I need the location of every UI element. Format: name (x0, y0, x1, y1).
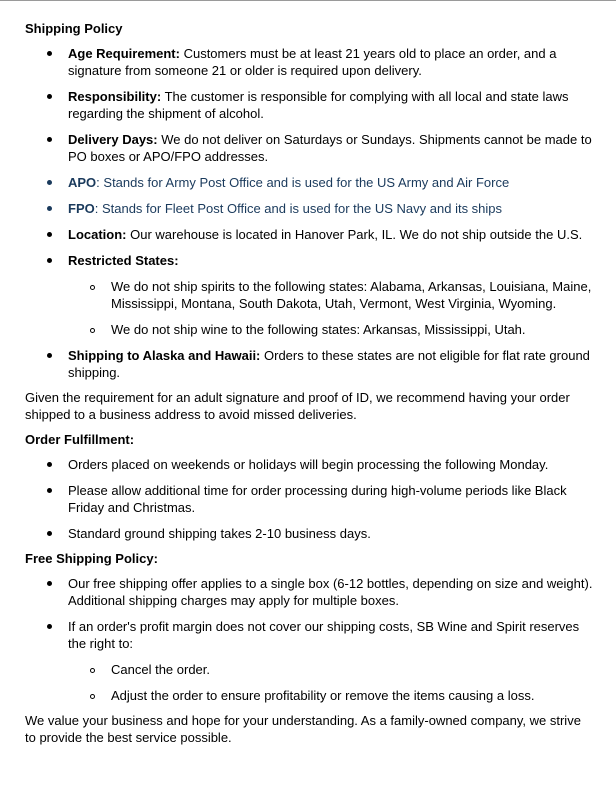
location-item (25, 226, 595, 243)
shipping-policy-heading: Shipping Policy (25, 21, 123, 36)
list-item: Please allow additional time for order processing during high-volume periods like Black Friday and Christmas. (25, 482, 595, 516)
delivery-days-item (25, 131, 595, 165)
top-divider (0, 0, 616, 1)
list-item-text: Customers must be at least 21 years old to place an order, and a signature from someone 21 or older is required upon delivery. (68, 46, 557, 78)
profit-margin-item (25, 618, 595, 704)
free-shipping-heading: Free Shipping Policy: (25, 551, 158, 566)
restricted-wine-item: We do not ship wine to the following states: Arkansas, Mississippi, Utah. (68, 321, 595, 338)
list-item-label: APO (68, 175, 97, 190)
alaska-hawaii-item (25, 347, 595, 381)
list-item-label: Age Requirement: (68, 46, 180, 61)
adult-signature-note: Given the requirement for an adult signature and proof of ID, we recommend having your order shipped to a business address to avoid missed deliveries. (25, 390, 570, 422)
list-item: Standard ground shipping takes 2-10 business days. (25, 525, 595, 542)
rights-sublist (68, 661, 595, 704)
fpo-item (25, 200, 595, 217)
list-item-text: We do not deliver on Saturdays or Sundays. Shipments cannot be made to PO boxes or APO/FPO addresses. (68, 132, 592, 164)
list-item-text: The customer is responsible for complying with all local and state laws regarding the shipment of alcohol. (68, 89, 569, 121)
list-item-label: Responsibility: (68, 89, 162, 104)
list-item-text: Orders to these states are not eligible for flat rate ground shipping. (68, 348, 590, 380)
shipping-policy-list (25, 45, 595, 381)
list-item-label: Shipping to Alaska and Hawaii: (68, 348, 261, 363)
restricted-spirits-item: We do not ship spirits to the following states: Alabama, Arkansas, Louisiana, Maine, Mississippi, Montana, South Dakota, Utah, Vermont, West Virginia, Wyoming. (68, 278, 595, 312)
order-fulfillment-list (25, 456, 595, 542)
list-item-label: Location: (68, 227, 127, 242)
policy-document (25, 20, 595, 754)
list-item-label: FPO (68, 201, 95, 216)
restricted-states-item (25, 252, 595, 338)
list-item-text: Our warehouse is located in Hanover Park, IL. We do not ship outside the U.S. (126, 227, 583, 242)
apo-item (25, 174, 595, 191)
list-item-label: Delivery Days: (68, 132, 158, 147)
list-item-text: : Stands for Fleet Post Office and is used for the US Navy and its ships (94, 201, 503, 216)
list-item-text: : Stands for Army Post Office and is used for the US Army and Air Force (96, 175, 510, 190)
order-fulfillment-heading: Order Fulfillment: (25, 432, 135, 447)
restricted-states-sublist (68, 278, 595, 338)
list-item-text: If an order's profit margin does not cover our shipping costs, SB Wine and Spirit reserves the right to: (68, 619, 580, 651)
free-shipping-list (25, 575, 595, 704)
cancel-order-item: Cancel the order. (68, 661, 595, 678)
adjust-order-item: Adjust the order to ensure profitability or remove the items causing a loss. (68, 687, 595, 704)
age-requirement-item (25, 45, 595, 79)
closing-paragraph: We value your business and hope for your understanding. As a family-owned company, we strive to provide the best service possible. (25, 713, 581, 745)
list-item: Our free shipping offer applies to a single box (6-12 bottles, depending on size and weight). Additional shipping charges may apply for multiple boxes. (25, 575, 595, 609)
responsibility-item (25, 88, 595, 122)
list-item-label: Restricted States: (68, 253, 179, 268)
list-item: Orders placed on weekends or holidays will begin processing the following Monday. (25, 456, 595, 473)
